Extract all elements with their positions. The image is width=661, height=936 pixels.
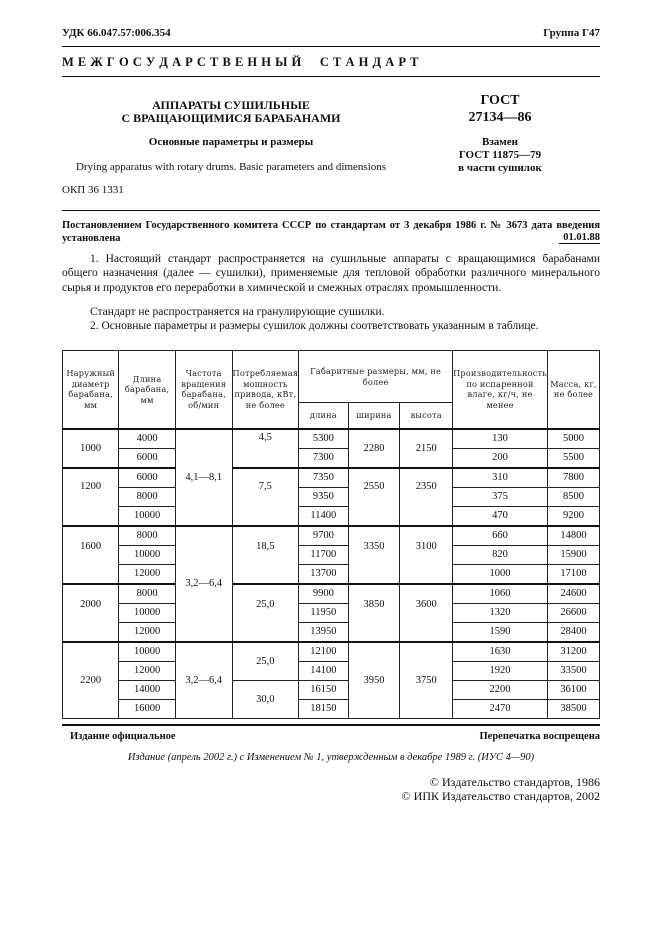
drum-length-cell: 10000 <box>119 642 176 662</box>
paragraph-3: 2. Основные параметры и размеры сушилок должны соответствовать указанным в таблице. <box>90 320 539 332</box>
width-cell: 3850 <box>348 584 400 642</box>
mass-cell: 17100 <box>547 564 599 584</box>
length-cell: 12100 <box>299 642 348 662</box>
length-cell: 13700 <box>299 564 348 584</box>
official-edition: Издание официальное <box>70 731 176 742</box>
productivity-cell: 1000 <box>453 564 548 584</box>
height-cell: 2150 <box>400 429 453 468</box>
drum-length-cell: 4000 <box>119 429 176 449</box>
mass-cell: 9200 <box>547 506 599 526</box>
length-cell: 5300 <box>299 429 348 449</box>
mass-cell: 38500 <box>547 699 599 718</box>
footer-rule <box>62 724 600 726</box>
header-mass: Масса, кг, не более <box>547 351 599 429</box>
productivity-cell: 470 <box>453 506 548 526</box>
length-cell: 11400 <box>299 506 348 526</box>
width-cell: 3950 <box>348 642 400 719</box>
power-cell: 30,0 <box>232 680 299 718</box>
length-cell: 9350 <box>299 487 348 506</box>
productivity-cell: 310 <box>453 468 548 488</box>
height-cell: 2350 <box>400 468 453 526</box>
subtitle: Основные параметры и размеры <box>148 136 314 148</box>
productivity-cell: 1320 <box>453 603 548 622</box>
drum-length-cell: 10000 <box>119 506 176 526</box>
header-rotation: Частота вращения барабана, об/мин <box>175 351 232 429</box>
standard-type: М Е Ж Г О С У Д А Р С Т В Е Н Н Ы Й С Т А Н Д А Р Т <box>62 55 419 69</box>
rotation-cell: 3,2—6,4 <box>175 642 232 719</box>
productivity-cell: 130 <box>453 429 548 449</box>
productivity-cell: 1920 <box>453 661 548 680</box>
decree-date: 01.01.88 <box>559 232 600 244</box>
mass-cell: 7800 <box>547 468 599 488</box>
header-power: Потребляемая мощность привода, кВт, не более <box>232 351 299 429</box>
width-cell: 2280 <box>348 429 400 468</box>
title-line-1: АППАРАТЫ СУШИЛЬНЫЕ <box>152 98 310 112</box>
copyright-2002: © ИПК Издательство стандартов, 2002 <box>401 789 600 803</box>
diameter-cell: 1000 <box>63 429 119 468</box>
udk-code: УДК 66.047.57:006.354 <box>62 27 171 39</box>
length-cell: 16150 <box>299 680 348 699</box>
power-cell: 18,5 <box>232 526 299 584</box>
length-cell: 11950 <box>299 603 348 622</box>
english-title: Drying apparatus with rotary drums. Basic parameters and dimensions <box>75 161 387 173</box>
mass-cell: 24600 <box>547 584 599 604</box>
paragraph-2: Стандарт не распространяется на гранулирующие сушилки. <box>90 306 385 318</box>
power-cell: 4,5 <box>232 429 299 468</box>
decree-rule <box>62 210 600 211</box>
mass-cell: 36100 <box>547 680 599 699</box>
rotation-cell: 3,2—6,4 <box>175 526 232 642</box>
length-cell: 13950 <box>299 622 348 642</box>
decree-text: Постановлением Государственного комитета СССР по стандартам от 3 декабря 1986 г. № 3673 дата введения установлена <box>62 220 600 244</box>
mass-cell: 26600 <box>547 603 599 622</box>
height-cell: 3750 <box>400 642 453 719</box>
power-cell: 7,5 <box>232 468 299 526</box>
paragraph-1: 1. Настоящий стандарт распространяется на сушильные аппараты с вращающимися барабанами общего назначения (далее — сушилки), применяемые для тепловой обработки различного минерального сырья и продуктов его переработки в химической и смежных отраслях промышленности. <box>62 253 600 294</box>
diameter-cell: 2200 <box>63 642 119 719</box>
diameter-cell: 1200 <box>63 468 119 526</box>
group-code: Группа Г47 <box>543 27 600 39</box>
productivity-cell: 1630 <box>453 642 548 662</box>
height-cell: 3100 <box>400 526 453 584</box>
diameter-cell: 2000 <box>63 584 119 642</box>
mass-cell: 5500 <box>547 448 599 468</box>
productivity-cell: 1060 <box>453 584 548 604</box>
header-length: длина <box>299 403 348 429</box>
length-cell: 9900 <box>299 584 348 604</box>
length-cell: 9700 <box>299 526 348 546</box>
diameter-cell: 1600 <box>63 526 119 584</box>
header-outer-diameter: Наружный диаметр барабана, мм <box>63 351 119 429</box>
power-cell: 25,0 <box>232 642 299 681</box>
header-productivity: Производительность по испаренной влаге, кг/ч, не менее <box>453 351 548 429</box>
mass-cell: 28400 <box>547 622 599 642</box>
drum-length-cell: 8000 <box>119 526 176 546</box>
drum-length-cell: 10000 <box>119 603 176 622</box>
drum-length-cell: 12000 <box>119 622 176 642</box>
gost-number: 27134—86 <box>468 110 532 125</box>
drum-length-cell: 8000 <box>119 487 176 506</box>
mass-cell: 14800 <box>547 526 599 546</box>
height-cell: 3600 <box>400 584 453 642</box>
header-drum-length: Длина барабана, мм <box>119 351 176 429</box>
drum-length-cell: 8000 <box>119 584 176 604</box>
edition-note: Издание (апрель 2002 г.) с Изменением № 1, утвержденным в декабре 1989 г. (ИУС 4—90) <box>127 752 535 763</box>
length-cell: 7300 <box>299 448 348 468</box>
productivity-cell: 1590 <box>453 622 548 642</box>
drum-length-cell: 10000 <box>119 545 176 564</box>
parameters-table <box>62 350 600 719</box>
copyright-1986: © Издательство стандартов, 1986 <box>429 775 600 789</box>
length-cell: 11700 <box>299 545 348 564</box>
length-cell: 18150 <box>299 699 348 718</box>
drum-length-cell: 6000 <box>119 468 176 488</box>
drum-length-cell: 14000 <box>119 680 176 699</box>
productivity-cell: 2200 <box>453 680 548 699</box>
length-cell: 14100 <box>299 661 348 680</box>
mass-cell: 33500 <box>547 661 599 680</box>
power-cell: 25,0 <box>232 584 299 642</box>
drum-length-cell: 12000 <box>119 564 176 584</box>
title-line-2: С ВРАЩАЮЩИМИСЯ БАРАБАНАМИ <box>121 111 341 125</box>
drum-length-cell: 12000 <box>119 661 176 680</box>
replaces-scope: в части сушилок <box>458 162 542 174</box>
header-height: высота <box>400 403 453 429</box>
replaces-number: ГОСТ 11875—79 <box>458 149 542 161</box>
productivity-cell: 660 <box>453 526 548 546</box>
width-cell: 3350 <box>348 526 400 584</box>
productivity-cell: 820 <box>453 545 548 564</box>
header-dimensions: Габаритные размеры, мм, не более <box>299 351 453 403</box>
productivity-cell: 2470 <box>453 699 548 718</box>
okp-code: ОКП 36 1331 <box>62 184 124 196</box>
productivity-cell: 200 <box>453 448 548 468</box>
mass-cell: 31200 <box>547 642 599 662</box>
drum-length-cell: 6000 <box>119 448 176 468</box>
header-rule-top <box>62 46 600 47</box>
length-cell: 7350 <box>299 468 348 488</box>
header-rule-bottom <box>62 76 600 77</box>
rotation-cell: 4,1—8,1 <box>175 429 232 526</box>
productivity-cell: 375 <box>453 487 548 506</box>
reprint-notice: Перепечатка воспрещена <box>479 731 600 742</box>
mass-cell: 5000 <box>547 429 599 449</box>
width-cell: 2550 <box>348 468 400 526</box>
header-width: ширина <box>348 403 400 429</box>
gost-label: ГОСТ <box>480 93 520 108</box>
drum-length-cell: 16000 <box>119 699 176 718</box>
mass-cell: 8500 <box>547 487 599 506</box>
mass-cell: 15900 <box>547 545 599 564</box>
replaces-label: Взамен <box>482 136 518 148</box>
